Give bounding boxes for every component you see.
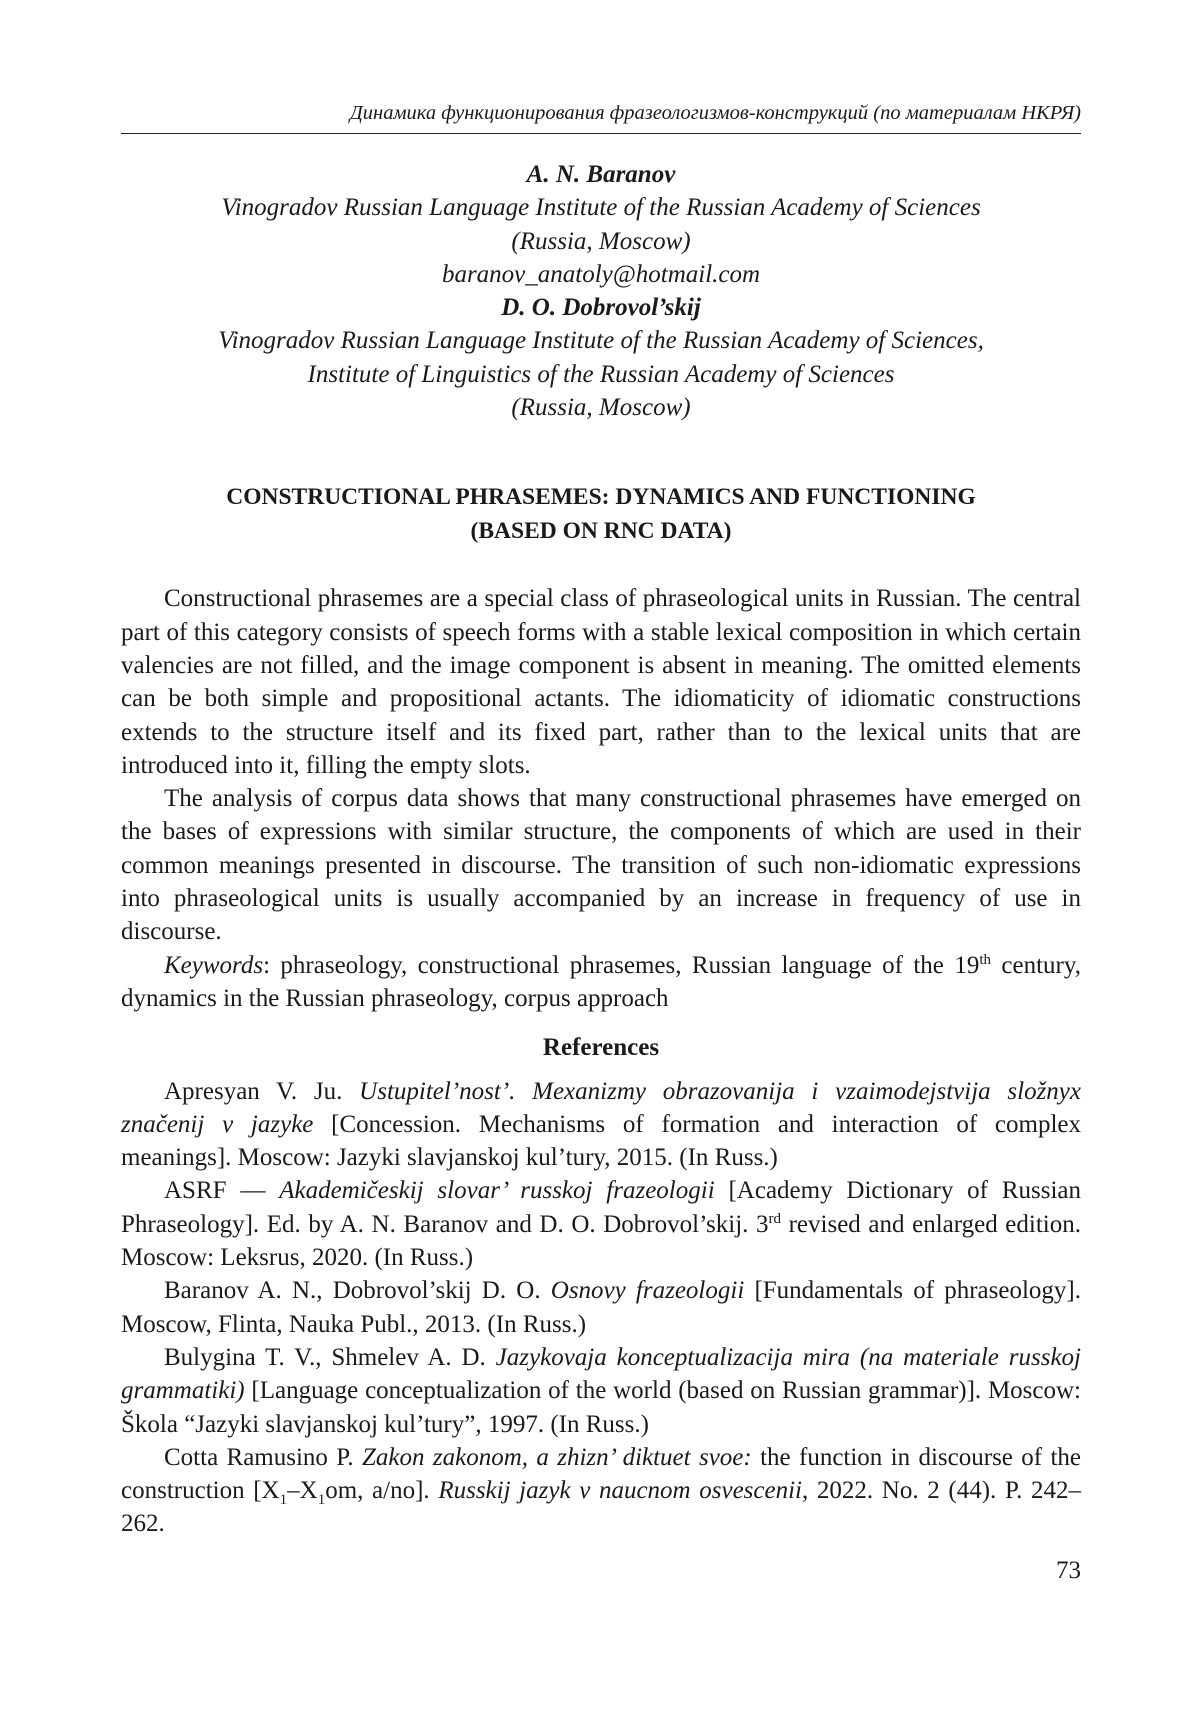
keywords	[121, 949, 1081, 1016]
author-email[interactable]: baranov_anatoly@hotmail.com	[441, 260, 761, 288]
reference-title: Ustupitel’nost’. Mexanizmy obrazovanija i vzaimodejstvija složnyx značenij v jazyke	[121, 1077, 1081, 1138]
header-rule	[121, 133, 1081, 134]
reference-text: Apresyan V. Ju.	[164, 1077, 360, 1105]
reference-superscript: rd	[768, 1210, 781, 1227]
page-number: 73	[1056, 1557, 1081, 1584]
reference-item	[121, 1441, 1081, 1541]
reference-title: Zakon zakonom, a zhizn’ diktuet svoe:	[362, 1443, 752, 1471]
reference-text: the function in discourse of the construction [X	[121, 1443, 1081, 1505]
reference-journal: Russkij jazyk v naucnom osvescenii	[438, 1477, 802, 1505]
reference-text: [Fundamentals of phraseology]. Moscow, Flinta, Nauka Publ., 2013. (In Russ.)	[121, 1277, 1081, 1338]
keywords-superscript: th	[979, 951, 991, 968]
reference-text: , 2022. No. 2 (44). P. 242–262.	[121, 1477, 1081, 1538]
author-name: A. N. Baranov	[526, 161, 676, 188]
reference-item	[121, 1075, 1081, 1175]
reference-text: –X	[287, 1477, 318, 1505]
author-affiliation: Vinogradov Russian Language Institute of the Russian Academy of Sciences	[221, 194, 981, 222]
author-affiliation: (Russia, Moscow)	[511, 227, 691, 255]
title-line: (BASED ON RNC DATA)	[470, 518, 732, 545]
reference-subscript: 1	[279, 1492, 288, 1509]
reference-item	[121, 1341, 1081, 1441]
reference-item	[121, 1274, 1081, 1341]
reference-text: Bulygina T. V., Shmelev A. D.	[164, 1343, 496, 1371]
reference-text: [Language conceptualization of the world (based on Russian grammar)]. Moscow: Škola “Jazyki slavjanskoj kul’tury”, 1997. (In Russ.)	[121, 1377, 1081, 1438]
reference-title: Akademičeskij slovar’ russkoj frazeologii	[279, 1177, 715, 1205]
reference-title: Osnovy frazeologii	[550, 1277, 745, 1305]
reference-text: revised and enlarged edition. Moscow: Leksrus, 2020. (In Russ.)	[121, 1210, 1081, 1272]
article-title	[121, 480, 1081, 548]
author-affiliation: Institute of Linguistics of the Russian Academy of Sciences	[307, 360, 895, 388]
abstract-paragraph: The analysis of corpus data shows that many constructional phrasemes have emerged on the bases of expressions with similar structure, the components of which are used in their common meanings presented in discourse. The transition of such non-idiomatic expressions into phraseological units is usually accompanied by an increase in frequency of use in discourse.	[121, 785, 1081, 946]
author-name: D. O. Dobrovol’skij	[501, 294, 701, 322]
article-body	[121, 158, 1081, 1541]
references-heading: References	[542, 1034, 660, 1062]
reference-text: om, a/no].	[325, 1477, 439, 1505]
author-affiliation: Vinogradov Russian Language Institute of the Russian Academy of Sciences,	[218, 327, 984, 355]
reference-text: Baranov A. N., Dobrovol’skij D. O.	[164, 1277, 551, 1305]
author-block-1	[121, 158, 1081, 291]
reference-text: ASRF —	[164, 1177, 280, 1205]
reference-text: [Academy Dictionary of Russian Phraseology]. Ed. by A. N. Baranov and D. O. Dobrovol’skij. 3	[121, 1177, 1081, 1238]
author-affiliation: (Russia, Moscow)	[511, 394, 691, 422]
title-line: CONSTRUCTIONAL PHRASEMES: DYNAMICS AND FUNCTIONING	[226, 484, 976, 511]
reference-text: Cotta Ramusino P.	[164, 1443, 363, 1471]
reference-subscript: 1	[317, 1492, 326, 1509]
abstract-paragraph: Constructional phrasemes are a special class of phraseological units in Russian. The central part of this category consists of speech forms with a stable lexical composition in which certain valencies are not filled, and the image component is absent in meaning. The omitted elements can be both simple and propositional actants. The idiomaticity of idiomatic constructions extends to the structure itself and its fixed part, rather than to the lexical units that are introduced into it, filling the empty slots.	[121, 585, 1081, 779]
reference-title: Jazykovaja konceptualizacija mira (na materiale russkoj grammatiki)	[121, 1343, 1081, 1405]
keywords-label: Keywords	[164, 951, 264, 979]
reference-item	[121, 1174, 1081, 1274]
author-block-2	[121, 291, 1081, 424]
keywords-text: : phraseology, constructional phrasemes, Russian language of the 19	[263, 951, 980, 979]
keywords-text: century, dynamics in the Russian phraseology, corpus approach	[121, 951, 1082, 1012]
reference-text: [Concession. Mechanisms of formation and interaction of complex meanings]. Moscow: Jazyki slavjanskoj kul’tury, 2015. (In Russ.)	[121, 1110, 1082, 1172]
running-head: Динамика функционирования фразеологизмов-конструкций (по материалам НКРЯ)	[349, 102, 1081, 124]
